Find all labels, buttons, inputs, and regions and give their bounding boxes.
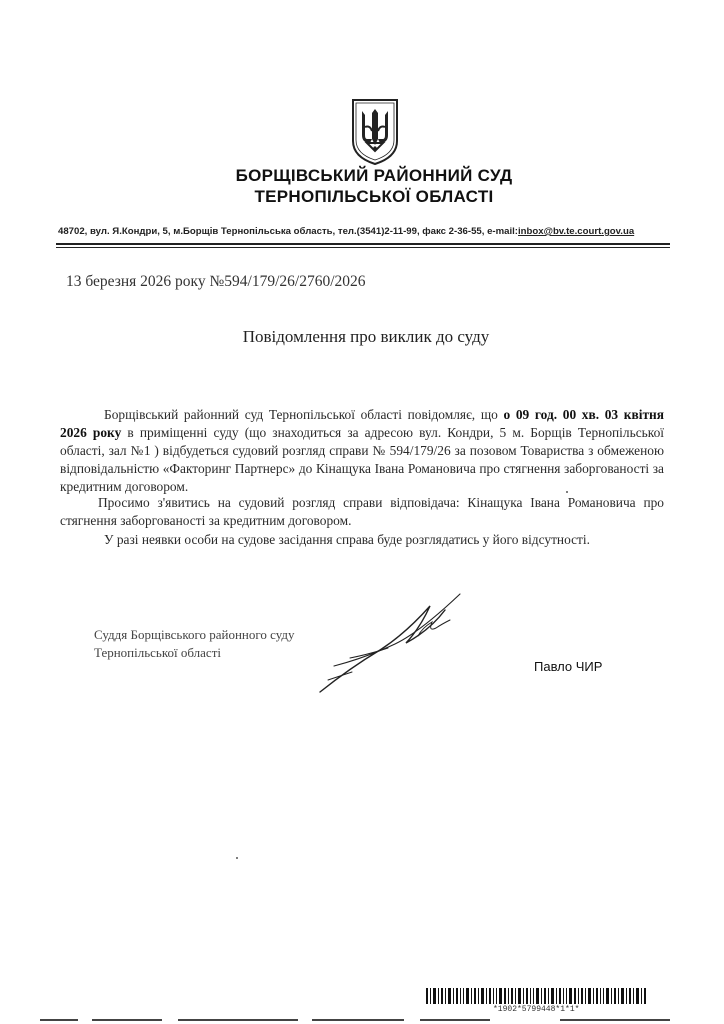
paragraph-summons-intro: Борщівський районний суд Тернопільської області повідомляє, що — [104, 407, 504, 422]
paragraph-absence-warning: У разі неявки особи на судове засідання справа буде розглядатись у його відсутності. — [104, 532, 590, 547]
footer-rule — [92, 1019, 162, 1021]
footer-rule — [40, 1019, 78, 1021]
coat-of-arms-icon — [350, 97, 400, 167]
document-title: Повідомлення про виклик до суду — [242, 327, 490, 346]
court-name-line2: ТЕРНОПІЛЬСЬКОЇ ОБЛАСТІ — [254, 187, 494, 206]
judge-position-line1: Суддя Борщівського районного суду — [94, 627, 295, 642]
header-rule — [56, 243, 670, 245]
judge-position-line2: Тернопільської області — [94, 645, 221, 660]
footer-rule — [312, 1019, 404, 1021]
judge-name: Павло ЧИР — [534, 659, 603, 674]
date-and-number: 13 березня 2026 року №594/179/26/2760/2026 — [66, 273, 366, 290]
footer-rule — [420, 1019, 490, 1021]
speck — [236, 857, 238, 859]
footer-rule — [560, 1019, 670, 1021]
barcode — [426, 988, 646, 1004]
judge-position — [94, 626, 295, 662]
speck — [566, 491, 568, 493]
paragraph-request: Просимо з'явитись на судовий розгляд справи відповідача: Кінащука Івана Романовича про стягнення заборгованості за кредитним договором. — [60, 495, 664, 528]
court-name-line1: БОРЩІВСЬКИЙ РАЙОННИЙ СУД — [235, 166, 513, 185]
handwritten-signature — [310, 588, 480, 700]
court-address: 48702, вул. Я.Кондри, 5, м.Борщів Тернопільська область, тел.(3541)2-11-99, факс 2-36-55, e-mail: — [58, 226, 519, 237]
court-email-link[interactable]: inbox@bv.te.court.gov.ua — [518, 226, 635, 237]
paragraph-summons-details: в приміщенні суду (що знаходиться за адресою вул. Кондри, 5 м. Борщів Тернопільської області, зал №1 ) відбудеться судовий розгляд справи № 594/179/26 за позовом Товариства з обмеженою відповідальністю «Факторинг Партнерс» до Кінащука Івана Романовича про стягнення заборгованості за кредитним договором. — [60, 425, 664, 494]
hearing-date-time: о 09 год. 00 хв. 03 квітня 2026 року — [60, 407, 664, 440]
footer-rule — [178, 1019, 298, 1021]
header-rule-thin — [56, 247, 670, 248]
paragraph-summons — [60, 406, 664, 496]
court-contacts — [58, 226, 670, 237]
barcode-number: *1902*5799448*1*1* — [493, 1005, 580, 1014]
